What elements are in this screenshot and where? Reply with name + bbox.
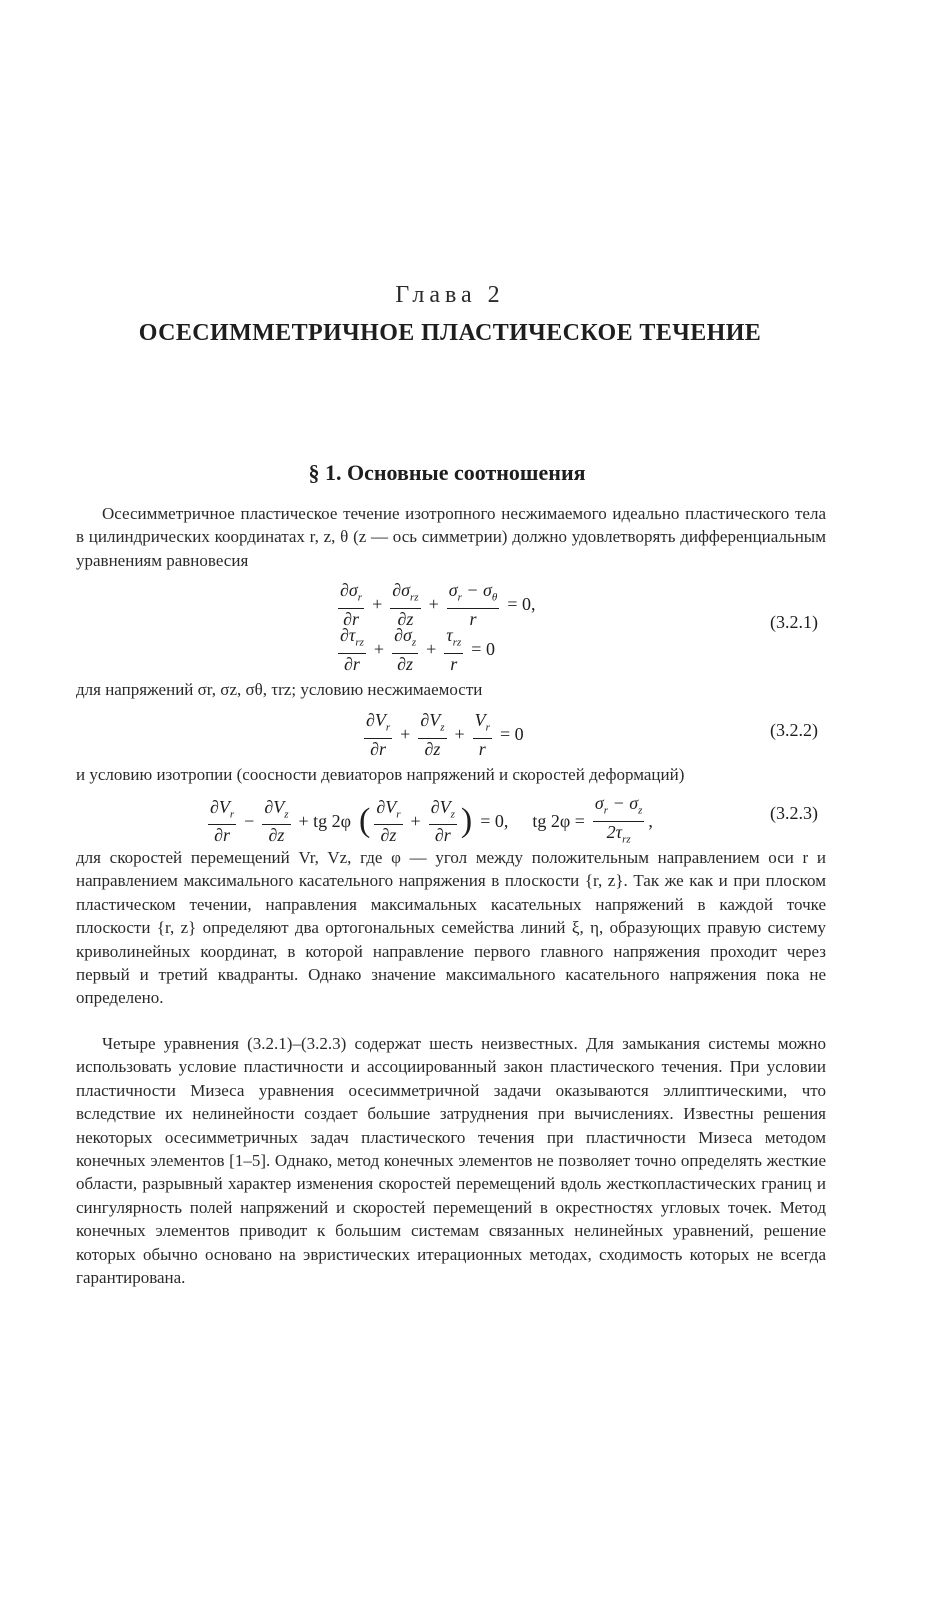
equation-number-3-2-1: (3.2.1) (770, 612, 818, 632)
equation-3-2-1-line1: $\frac{\partial\sigma_r}{\partial r}$ + $\frac{\partial\sigma_{rz}}{\partial z}$ + $\frac{\sigma_r - \sigma_\theta}{r}$ = 0, (340, 580, 536, 629)
equation-3-2-3: $\frac{\partial V_r}{\partial r}$ − $\frac{\partial V_z}{\partial z}$ + tg 2φ ( $\frac{\partial V_r}{\partial z}$ + $\frac{\partial V_z}{\partial r}$ ) = 0, tg 2φ = $\frac{\sigma_r - \sigma_z}{2\tau_{rz}}$ , (210, 793, 653, 846)
paragraph-intro: Осесимметричное пластическое течение изотропного несжимаемого идеально пластического тела в цилиндрических координатах r, z, θ (z — ось симметрии) должно удовлетворять дифференциальным уравнениям равновесия (76, 504, 826, 570)
paragraph-equations-discussion: Четыре уравнения (3.2.1)–(3.2.3) содержат шесть неизвестных. Для замыкания системы можно использовать условие пластичности и ассоциированный закон пластического течения. При условии пластичности Мизеса уравнения осесимметричной задачи оказываются эллиптическими, что вследствие их нелинейности создает большие затруднения при вычислениях. Известны решения некоторых осесимметричных задач пластического течения при пластичности Мизеса методом конечных элементов [1–5]. Однако, метод конечных элементов не позволяет точно определять жесткие области, разрывный характер изменения скоростей перемещений вдоль жесткопластических границ и сингулярность полей напряжений и скоростей перемещений в окрестностях угловых точек. Метод конечных элементов приводит к большим системам связанных нелинейных уравнений, решение которых обычно основано на эвристических итерационных методах, сходимость которых не всегда гарантирована. (76, 1034, 826, 1288)
equation-number-3-2-2: (3.2.2) (770, 720, 818, 740)
paragraph-isotropy: и условию изотропии (соосности девиаторов напряжений и скоростей деформаций) (76, 765, 685, 784)
section-title: § 1. Основные соотношения (308, 460, 586, 485)
equation-3-2-2: $\frac{\partial V_r}{\partial r}$ + $\frac{\partial V_z}{\partial z}$ + $\frac{V_r}{r}$ = 0 (366, 710, 524, 759)
chapter-title: ОСЕСИММЕТРИЧНОЕ ПЛАСТИЧЕСКОЕ ТЕЧЕНИЕ (138, 320, 762, 346)
equation-number-3-2-3: (3.2.3) (770, 803, 818, 823)
paragraph-velocities: для скоростей перемещений Vr, Vz, где φ — угол между положительным направлением оси r и направлением максимального касательного напряжения в плоскости {r, z}. Так же как и при плоском пластическом течении, направления максимальных касательных напряжений в каждой точке плоскости {r, z} определяют два ортогональных семейства линий ξ, η, образующих правую систему криволинейных координат, в которой направление первого главного напряжения проходит через первый и третий квадранты. Однако значение максимального касательного напряжения пока не определено. (76, 848, 826, 1008)
equation-3-2-1-line2: $\frac{\partial\tau_{rz}}{\partial r}$ + $\frac{\partial\sigma_z}{\partial z}$ + $\frac{\tau_{rz}}{r}$ = 0 (340, 625, 495, 674)
paragraph-stress: для напряжений σr, σz, σθ, τrz; условию несжимаемости (76, 680, 483, 699)
chapter-label: Глава 2 (395, 282, 505, 308)
